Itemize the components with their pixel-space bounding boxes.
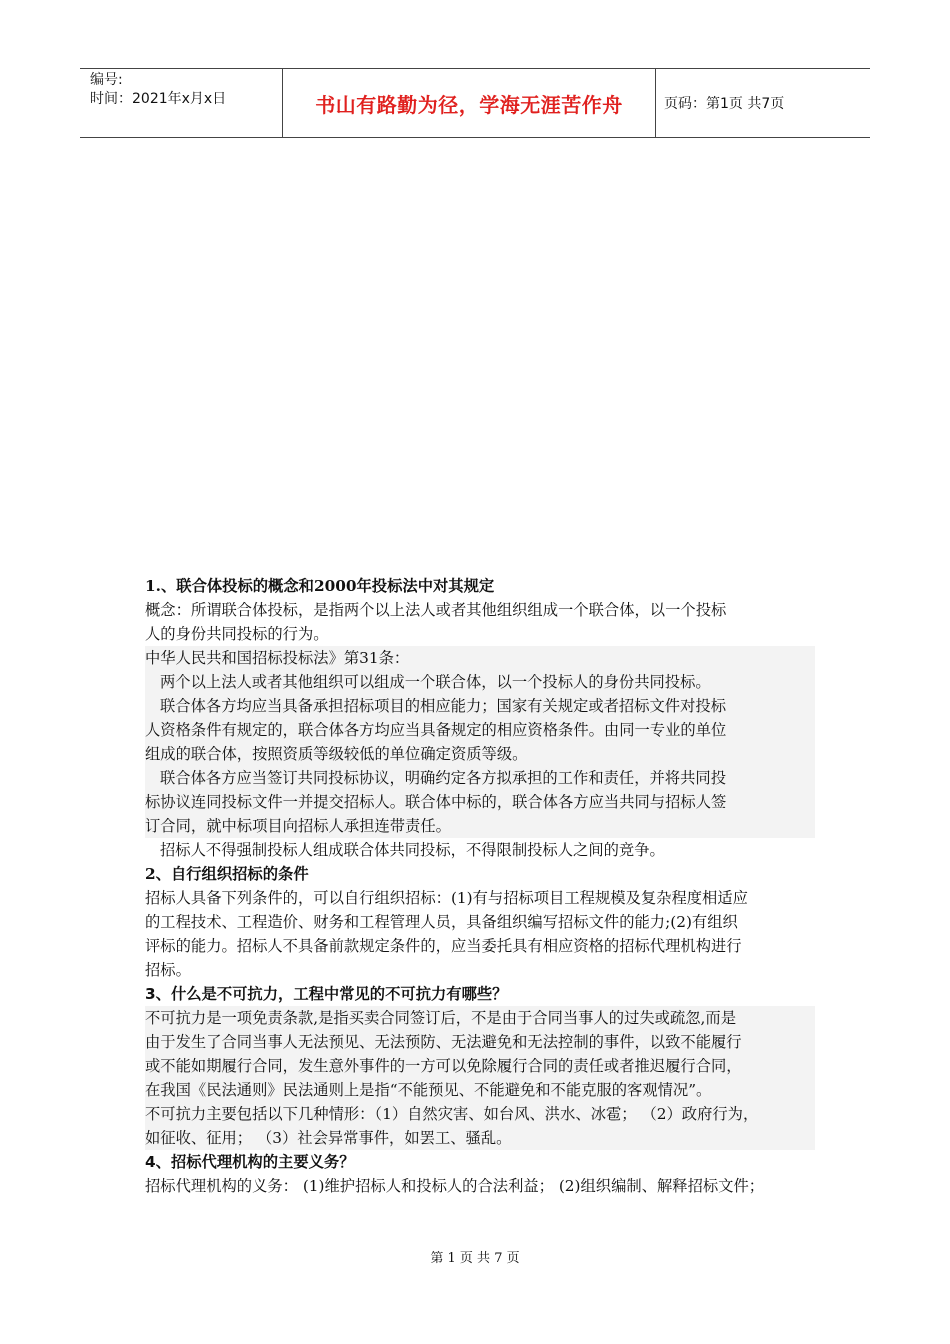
- body-line: 的工程技术、工程造价、财务和工程管理人员，具备组织编写招标文件的能力;(2)有组织: [145, 913, 738, 931]
- body-line: 评标的能力。招标人不具备前款规定条件的，应当委托具有相应资格的招标代理机构进行: [145, 937, 742, 955]
- body-line: 由于发生了合同当事人无法预见、无法预防、无法避免和无法控制的事件，以致不能履行: [145, 1033, 742, 1051]
- body-line: 标协议连同投标文件一并提交招标人。联合体中标的，联合体各方应当共同与招标人签: [145, 793, 727, 811]
- body-line: 不可抗力是一项免责条款,是指买卖合同签订后，不是由于合同当事人的过失或疏忽,而是: [145, 1009, 737, 1027]
- body-line: 联合体各方均应当具备承担招标项目的相应能力；国家有关规定或者招标文件对投标: [160, 697, 726, 715]
- section-4-title: 4、招标代理机构的主要义务？: [145, 1153, 355, 1171]
- body-line: 不可抗力主要包括以下几种情形：（1）自然灾害、如台风、洪水、冰雹； （2）政府行为，: [145, 1105, 759, 1123]
- body-line: 招标。: [145, 961, 191, 979]
- body-line: 招标人具备下列条件的，可以自行组织招标：(1)有与招标项目工程规模及复杂程度相适应: [145, 889, 748, 907]
- body-line: 如征收、征用； （3）社会异常事件，如罢工、骚乱。: [145, 1129, 512, 1147]
- law-excerpt-block: [145, 646, 815, 838]
- body-line: 在我国《民法通则》民法通则上是指“不能预见、不能避免和不能克服的客观情况”。: [145, 1081, 712, 1099]
- body-line: 概念：所谓联合体投标，是指两个以上法人或者其他组织组成一个联合体，以一个投标: [145, 601, 727, 619]
- body-line: 联合体各方应当签订共同投标协议，明确约定各方拟承担的工作和责任，并将共同投: [160, 769, 726, 787]
- body-line: 人的身份共同投标的行为。: [145, 625, 329, 643]
- time-label: 时间：2021年x月x日: [90, 91, 227, 107]
- page-footer: 第 1 页 共 7 页: [430, 1251, 520, 1266]
- body-line: 招标人不得强制投标人组成联合体共同投标，不得限制投标人之间的竞争。: [160, 841, 665, 859]
- document-body: [145, 574, 815, 1198]
- serial-number-label: 编号:: [90, 72, 123, 88]
- section-2-title: 2、自行组织招标的条件: [145, 865, 309, 883]
- header-motto: 书山有路勤为径，学海无涯苦作舟: [282, 69, 656, 137]
- body-line: 招标代理机构的义务： (1)维护招标人和投标人的合法利益； (2)组织编制、解释招标文件；: [145, 1177, 765, 1195]
- header-page-code: 页码：第1页 共7页: [664, 96, 785, 112]
- section-3-title: 3、什么是不可抗力，工程中常见的不可抗力有哪些？: [145, 985, 508, 1003]
- body-line: 两个以上法人或者其他组织可以组成一个联合体，以一个投标人的身份共同投标。: [160, 673, 711, 691]
- body-line: 或不能如期履行合同，发生意外事件的一方可以免除履行合同的责任或者推迟履行合同，: [145, 1057, 742, 1075]
- section-1-title: 1.、联合体投标的概念和2000年投标法中对其规定: [145, 577, 495, 595]
- force-majeure-block: [145, 1006, 815, 1150]
- header-left-cell: [80, 69, 282, 137]
- body-line: 组成的联合体，按照资质等级较低的单位确定资质等级。: [145, 745, 528, 763]
- page-header: [80, 68, 870, 138]
- body-line: 人资格条件有规定的，联合体各方均应当具备规定的相应资格条件。由同一专业的单位: [145, 721, 727, 739]
- law-citation: 中华人民共和国招标投标法》第31条：: [145, 649, 410, 667]
- body-line: 订合同，就中标项目向招标人承担连带责任。: [145, 817, 451, 835]
